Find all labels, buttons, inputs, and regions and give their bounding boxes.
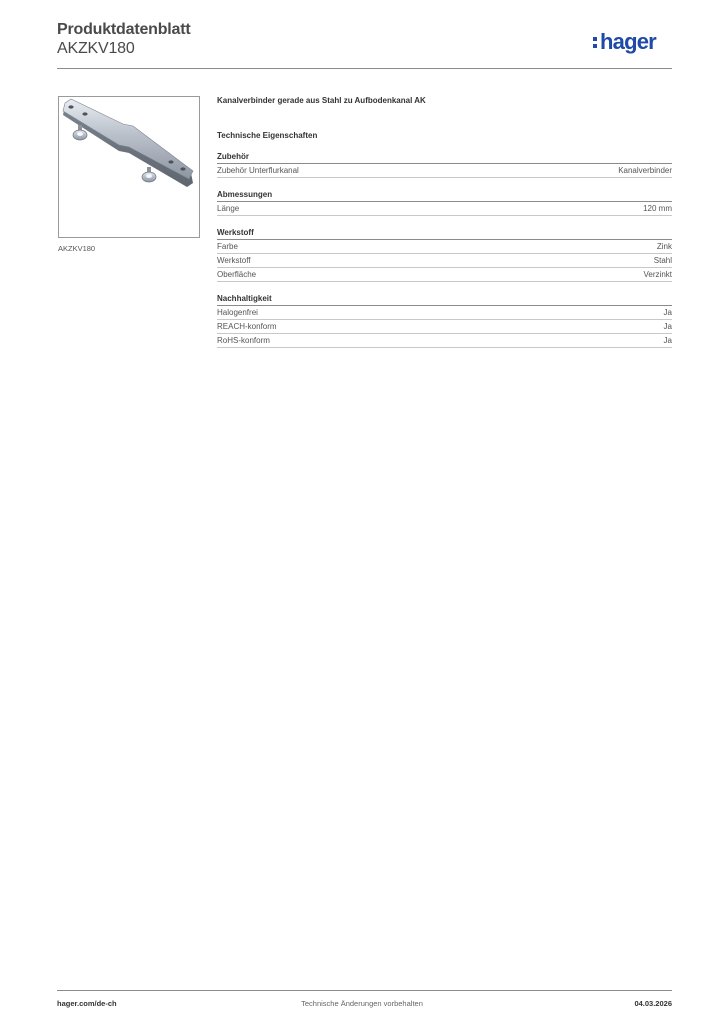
- spec-label: Länge: [217, 204, 240, 213]
- hager-logo: [592, 29, 674, 57]
- footer-website-link[interactable]: hager.com/de-ch: [57, 999, 117, 1008]
- spec-content: [217, 96, 672, 348]
- spec-label: Zubehör Unterflurkanal: [217, 166, 299, 175]
- spec-section: [217, 294, 672, 348]
- spec-label: Werkstoff: [217, 256, 251, 265]
- spec-row: [217, 334, 672, 348]
- spec-label: RoHS-konform: [217, 336, 270, 345]
- tech-properties-heading: Technische Eigenschaften: [217, 131, 318, 140]
- spec-row: [217, 202, 672, 216]
- spec-row: [217, 306, 672, 320]
- logo-wordmark: hager: [600, 29, 656, 54]
- spec-section: [217, 190, 672, 216]
- spec-label: Oberfläche: [217, 270, 257, 279]
- spec-row: [217, 164, 672, 178]
- product-image: [58, 96, 200, 238]
- spec-section: [217, 152, 672, 178]
- section-title: Zubehör: [217, 152, 672, 164]
- doc-title: Produktdatenblatt: [57, 21, 191, 38]
- connector-bracket-image: [59, 97, 199, 237]
- spec-value: 120 mm: [643, 204, 672, 213]
- section-title: Werkstoff: [217, 228, 672, 240]
- spec-value: Verzinkt: [643, 270, 672, 279]
- image-caption: AKZKV180: [58, 244, 96, 253]
- spec-sections: [217, 152, 672, 348]
- spec-label: Farbe: [217, 242, 238, 251]
- spec-value: Stahl: [653, 256, 672, 265]
- spec-label: Halogenfrei: [217, 308, 258, 317]
- spec-value: Ja: [663, 336, 672, 345]
- footer-notice: Technische Änderungen vorbehalten: [301, 999, 423, 1008]
- spec-label: REACH-konform: [217, 322, 277, 331]
- spec-row: [217, 240, 672, 254]
- spec-section: [217, 228, 672, 282]
- product-description: Kanalverbinder gerade aus Stahl zu Aufbodenkanal AK: [217, 96, 426, 105]
- spec-row: [217, 268, 672, 282]
- spec-value: Ja: [663, 308, 672, 317]
- section-title: Abmessungen: [217, 190, 672, 202]
- spec-row: [217, 254, 672, 268]
- spec-value: Kanalverbinder: [618, 166, 672, 175]
- product-code: AKZKV180: [57, 40, 135, 57]
- spec-value: Zink: [656, 242, 672, 251]
- header-divider: [57, 68, 672, 69]
- spec-value: Ja: [663, 322, 672, 331]
- footer-date: 04.03.2026: [634, 999, 672, 1008]
- spec-row: [217, 320, 672, 334]
- section-title: Nachhaltigkeit: [217, 294, 672, 306]
- footer-divider: [57, 990, 672, 991]
